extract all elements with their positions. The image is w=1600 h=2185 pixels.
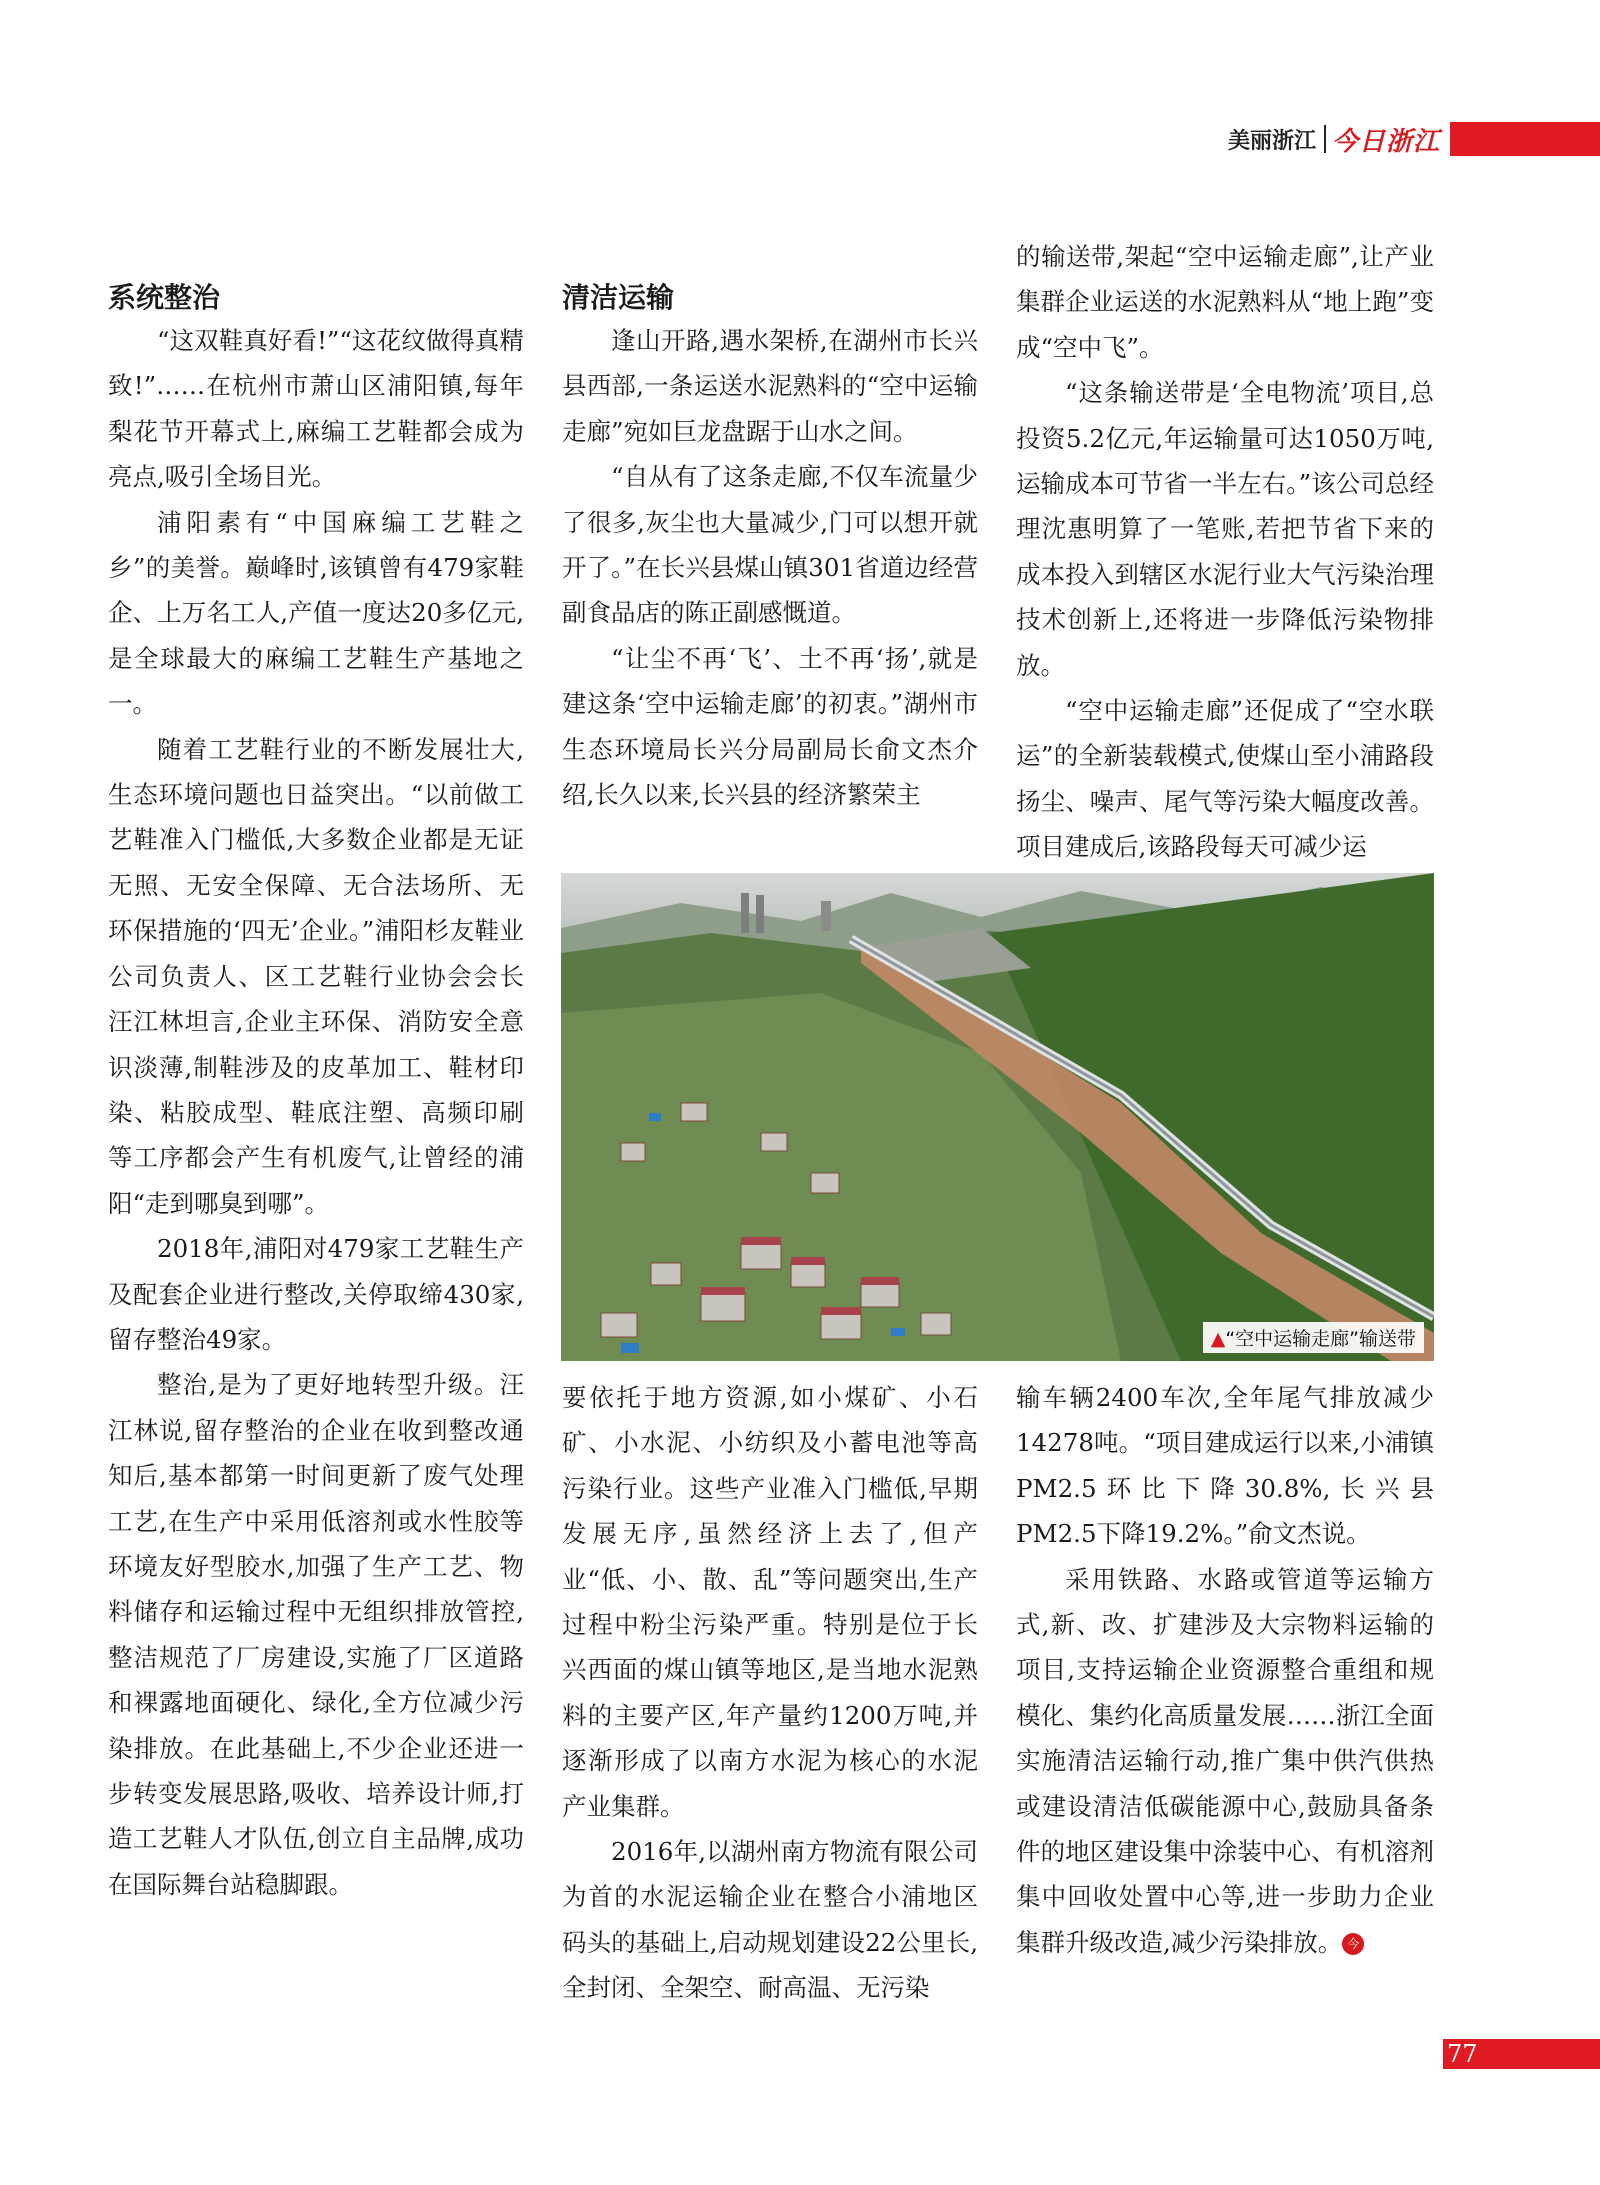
column-2-top <box>562 278 978 817</box>
column-3-bottom <box>1016 1375 1434 1965</box>
column-1 <box>108 278 524 1907</box>
paragraph: “空中运输走廊”还促成了“空水联运”的全新装载模式,使煤山至小浦路段扬尘、噪声、尾气等污染大幅度改善。项目建成后,该路段每天可减少运 <box>1016 696 1434 862</box>
paragraph: 逢山开路,遇水架桥,在湖州市长兴县西部,一条运送水泥熟料的“空中运输走廊”宛如巨龙盘踞于山水之间。 <box>562 326 978 446</box>
photo-illustration <box>561 873 1434 1361</box>
header-red-bar <box>1450 122 1600 156</box>
paragraph: 随着工艺鞋行业的不断发展壮大,生态环境问题也日益突出。“以前做工艺鞋准入门槛低,大多数企业都是无证无照、无安全保障、无合法场所、无环保措施的‘四无’企业。”浦阳杉友鞋业公司负责人、区工艺鞋行业协会会长汪江林坦言,企业主环保、消防安全意识淡薄,制鞋涉及的皮革加工、鞋材印染、粘胶成型、鞋底注塑、高频印刷等工序都会产生有机废气,让曾经的浦阳“走到哪臭到哪”。 <box>108 734 524 1218</box>
column-2-bottom <box>562 1375 978 2011</box>
photo-caption <box>1203 1322 1424 1353</box>
paragraph-final <box>1016 1557 1434 1966</box>
paragraph: “这双鞋真好看!”“这花纹做得真精致!”……在杭州市萧山区浦阳镇,每年梨花节开幕式上,麻编工艺鞋都会成为亮点,吸引全场目光。 <box>108 326 524 492</box>
section-title: 美丽浙江 <box>1227 128 1316 154</box>
paragraph: 2018年,浦阳对479家工艺鞋生产及配套企业进行整改,关停取缔430家,留存整治49家。 <box>108 1234 524 1354</box>
paragraph: “让尘不再‘飞’、土不再‘扬’,就是建这条‘空中运输走廊’的初衷。”湖州市生态环境局长兴分局副局长俞文杰介绍,长久以来,长兴县的经济繁荣主 <box>562 643 978 810</box>
page-header <box>1228 122 1600 156</box>
page-number: 77 <box>1447 2040 1478 2068</box>
paragraph: “这条输送带是‘全电物流’项目,总投资5.2亿元,年运输量可达1050万吨,运输成本可节省一半左右。”该公司总经理沈惠明算了一笔账,若把节省下来的成本投入到辖区水泥行业大气污染治理技术创新上,还将进一步降低污染物排放。 <box>1016 378 1434 680</box>
paragraph: 整治,是为了更好地转型升级。汪江林说,留存整治的企业在收到整改通知后,基本都第一时间更新了废气处理工艺,在生产中采用低溶剂或水性胶等环境友好型胶水,加强了生产工艺、物料储存和运输过程中无组织排放管控,整洁规范了厂房建设,实施了厂区道路和裸露地面硬化、绿化,全方位减少污染排放。在此基础上,不少企业还进一步转变发展思路,吸收、培养设计师,打造工艺鞋人才队伍,创立自主品牌,成功在国际舞台站稳脚跟。 <box>108 1370 524 1899</box>
paragraph: “自从有了这条走廊,不仅车流量少了很多,灰尘也大量减少,门可以想开就开了。”在长兴县煤山镇301省道边经营副食品店的陈正副感慨道。 <box>562 462 978 628</box>
end-of-article-icon: 今 <box>1342 1933 1364 1955</box>
subheading-system-rectification: 系统整治 <box>108 281 221 314</box>
paragraph-final-text: 采用铁路、水路或管道等运输方式,新、改、扩建涉及大宗物料运输的项目,支持运输企业资源整合重组和规模化、集约化高质量发展……浙江全面实施清洁运输行动,推广集中供汽供热或建设清洁低碳能源中心,鼓励具备条件的地区建设集中涂装中心、有机溶剂集中回收处置中心等,进一步助力企业集群升级改造,减少污染排放。 <box>1016 1564 1434 1957</box>
magazine-logo: 今日浙江 <box>1331 126 1440 157</box>
paragraph: 浦阳素有“中国麻编工艺鞋之乡”的美誉。巅峰时,该镇曾有479家鞋企、上万名工人,产值一度达20多亿元,是全球最大的麻编工艺鞋生产基地之一。 <box>108 507 524 719</box>
column-3-top <box>1016 234 1434 870</box>
paragraph-continued: 要依托于地方资源,如小煤矿、小石矿、小水泥、小纺织及小蓄电池等高污染行业。这些产业准入门槛低,早期发展无序,虽然经济上去了,但产业“低、小、散、乱”等问题突出,生产过程中粉尘污染严重。特别是位于长兴西面的煤山镇等地区,是当地水泥熟料的主要产区,年产量约1200万吨,并逐渐形成了以南方水泥为核心的水泥产业集群。 <box>562 1383 978 1821</box>
header-divider <box>1324 125 1326 153</box>
caption-marker: ▲ <box>1210 1328 1226 1350</box>
conveyor-belt-aerial-photo <box>561 873 1434 1361</box>
subheading-clean-transport: 清洁运输 <box>562 281 675 314</box>
paragraph-continued: 的输送带,架起“空中运输走廊”,让产业集群企业运送的水泥熟料从“地上跑”变成“空中飞”。 <box>1016 242 1434 362</box>
caption-text: “空中运输走廊”输送带 <box>1225 1328 1416 1350</box>
paragraph: 2016年,以湖州南方物流有限公司为首的水泥运输企业在整合小浦地区码头的基础上,启动规划建设22公里长,全封闭、全架空、耐高温、无污染 <box>562 1837 978 2003</box>
paragraph-continued: 输车辆2400车次,全年尾气排放减少14278吨。“项目建成运行以来,小浦镇PM2.5环比下降30.8%,长兴县PM2.5下降19.2%。”俞文杰说。 <box>1016 1383 1434 1549</box>
